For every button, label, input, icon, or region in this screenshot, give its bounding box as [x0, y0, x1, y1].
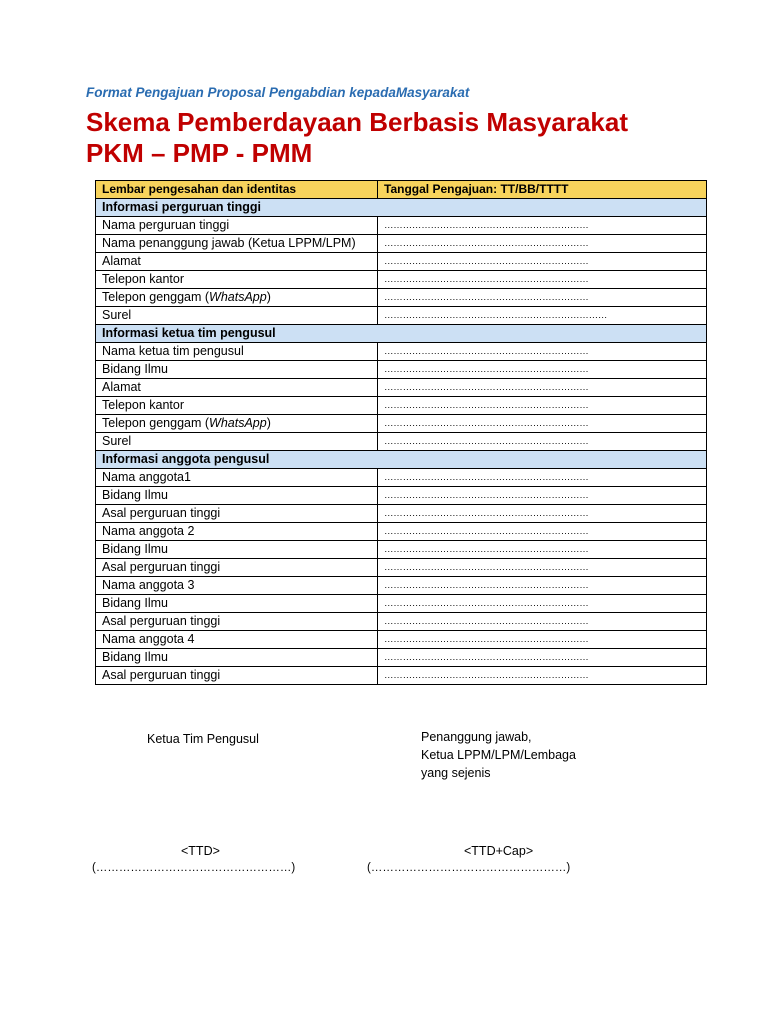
- table-row: [96, 415, 707, 433]
- field-value-blank[interactable]: …………………………………………………………: [378, 541, 707, 559]
- field-label: Telepon kantor: [96, 271, 378, 289]
- table-row: [96, 343, 707, 361]
- table-row: [96, 505, 707, 523]
- table-row: [96, 271, 707, 289]
- field-label: Surel: [96, 307, 378, 325]
- field-label: Nama anggota 4: [96, 631, 378, 649]
- table-row: [96, 397, 707, 415]
- table-row: [96, 253, 707, 271]
- identity-form-table: [95, 180, 707, 685]
- table-row: [96, 469, 707, 487]
- title-line-2: PKM – PMP - PMM: [86, 138, 313, 168]
- table-row: [96, 217, 707, 235]
- field-value-blank[interactable]: …………………………………………………………: [378, 253, 707, 271]
- field-value-blank[interactable]: …………………………………………………………: [378, 361, 707, 379]
- field-label: Telepon genggam (WhatsApp): [96, 415, 378, 433]
- table-row: [96, 559, 707, 577]
- field-label: Nama penanggung jawab (Ketua LPPM/LPM): [96, 235, 378, 253]
- table-row: [96, 307, 707, 325]
- field-value-blank[interactable]: …………………………………………………………: [378, 235, 707, 253]
- field-label: Nama ketua tim pengusul: [96, 343, 378, 361]
- field-value-blank[interactable]: …………………………………………………………: [378, 505, 707, 523]
- field-label: Asal perguruan tinggi: [96, 613, 378, 631]
- field-value-blank[interactable]: …………………………………………………………: [378, 487, 707, 505]
- field-label: Bidang Ilmu: [96, 649, 378, 667]
- field-value-blank[interactable]: …………………………………………………………: [378, 433, 707, 451]
- table-row: [96, 649, 707, 667]
- field-value-blank[interactable]: …………………………………………………………: [378, 613, 707, 631]
- signature-right-name-blank: (……………………………………………): [367, 862, 571, 874]
- field-value-blank[interactable]: …………………………………………………………: [378, 469, 707, 487]
- document-title: [86, 107, 628, 169]
- table-row: [96, 433, 707, 451]
- signature-right-label-line3: yang sejenis: [421, 766, 491, 780]
- table-header-row: [96, 181, 707, 199]
- field-label: Nama anggota1: [96, 469, 378, 487]
- field-label: Bidang Ilmu: [96, 541, 378, 559]
- signature-right-label-line2: Ketua LPPM/LPM/Lembaga: [421, 748, 576, 762]
- section-header-row: [96, 199, 707, 217]
- field-value-blank[interactable]: …………………………………………………………: [378, 559, 707, 577]
- field-label: Nama anggota 3: [96, 577, 378, 595]
- field-label: Surel: [96, 433, 378, 451]
- table-row: [96, 613, 707, 631]
- document-subtitle: Format Pengajuan Proposal Pengabdian kepadaMasyarakat: [86, 85, 470, 100]
- signature-right-placeholder: <TTD+Cap>: [464, 844, 534, 858]
- signature-left-name-blank: (……………………………………………): [92, 862, 296, 874]
- table-row: [96, 361, 707, 379]
- section-title: Informasi ketua tim pengusul: [96, 325, 707, 343]
- field-label: Asal perguruan tinggi: [96, 505, 378, 523]
- field-label: Bidang Ilmu: [96, 361, 378, 379]
- table-row: [96, 289, 707, 307]
- field-value-blank[interactable]: …………………………………………………………: [378, 415, 707, 433]
- whatsapp-emphasis: WhatsApp: [209, 290, 267, 304]
- field-label: Asal perguruan tinggi: [96, 667, 378, 685]
- field-label: Telepon genggam (WhatsApp): [96, 289, 378, 307]
- field-value-blank[interactable]: …………………………………………………………: [378, 649, 707, 667]
- header-right-cell: Tanggal Pengajuan: TT/BB/TTTT: [378, 181, 707, 199]
- signature-left-placeholder: <TTD>: [181, 844, 220, 858]
- section-header-row: [96, 325, 707, 343]
- table-row: [96, 379, 707, 397]
- table-row: [96, 667, 707, 685]
- field-label: Alamat: [96, 379, 378, 397]
- field-value-blank[interactable]: …………………………………………………………: [378, 217, 707, 235]
- field-label: Nama anggota 2: [96, 523, 378, 541]
- table-row: [96, 631, 707, 649]
- table-row: [96, 595, 707, 613]
- table-row: [96, 235, 707, 253]
- field-value-blank[interactable]: …………………………………………………………: [378, 667, 707, 685]
- section-title: Informasi anggota pengusul: [96, 451, 707, 469]
- field-label: Bidang Ilmu: [96, 487, 378, 505]
- whatsapp-emphasis: WhatsApp: [209, 416, 267, 430]
- signature-left-label: Ketua Tim Pengusul: [147, 732, 259, 746]
- field-label: Telepon kantor: [96, 397, 378, 415]
- field-label: Nama perguruan tinggi: [96, 217, 378, 235]
- field-value-blank[interactable]: …………………………………………………………: [378, 379, 707, 397]
- table-row: [96, 541, 707, 559]
- field-label: Asal perguruan tinggi: [96, 559, 378, 577]
- table-row: [96, 523, 707, 541]
- section-title: Informasi perguruan tinggi: [96, 199, 707, 217]
- field-value-blank[interactable]: …………………………………………………………: [378, 343, 707, 361]
- table-row: [96, 487, 707, 505]
- field-value-blank[interactable]: …………………………………………………………: [378, 631, 707, 649]
- field-value-blank[interactable]: …………………………………………………………: [378, 397, 707, 415]
- field-value-blank[interactable]: …………………………………………………………: [378, 289, 707, 307]
- field-value-blank[interactable]: ………………………………………………………………: [378, 307, 707, 325]
- title-line-1: Skema Pemberdayaan Berbasis Masyarakat: [86, 107, 628, 137]
- field-label: Alamat: [96, 253, 378, 271]
- signature-right-label-line1: Penanggung jawab,: [421, 730, 532, 744]
- field-label: Bidang Ilmu: [96, 595, 378, 613]
- field-value-blank[interactable]: …………………………………………………………: [378, 523, 707, 541]
- field-value-blank[interactable]: …………………………………………………………: [378, 271, 707, 289]
- table-row: [96, 577, 707, 595]
- signature-right-label: [421, 728, 576, 782]
- field-value-blank[interactable]: …………………………………………………………: [378, 595, 707, 613]
- header-left-cell: Lembar pengesahan dan identitas: [96, 181, 378, 199]
- section-header-row: [96, 451, 707, 469]
- field-value-blank[interactable]: …………………………………………………………: [378, 577, 707, 595]
